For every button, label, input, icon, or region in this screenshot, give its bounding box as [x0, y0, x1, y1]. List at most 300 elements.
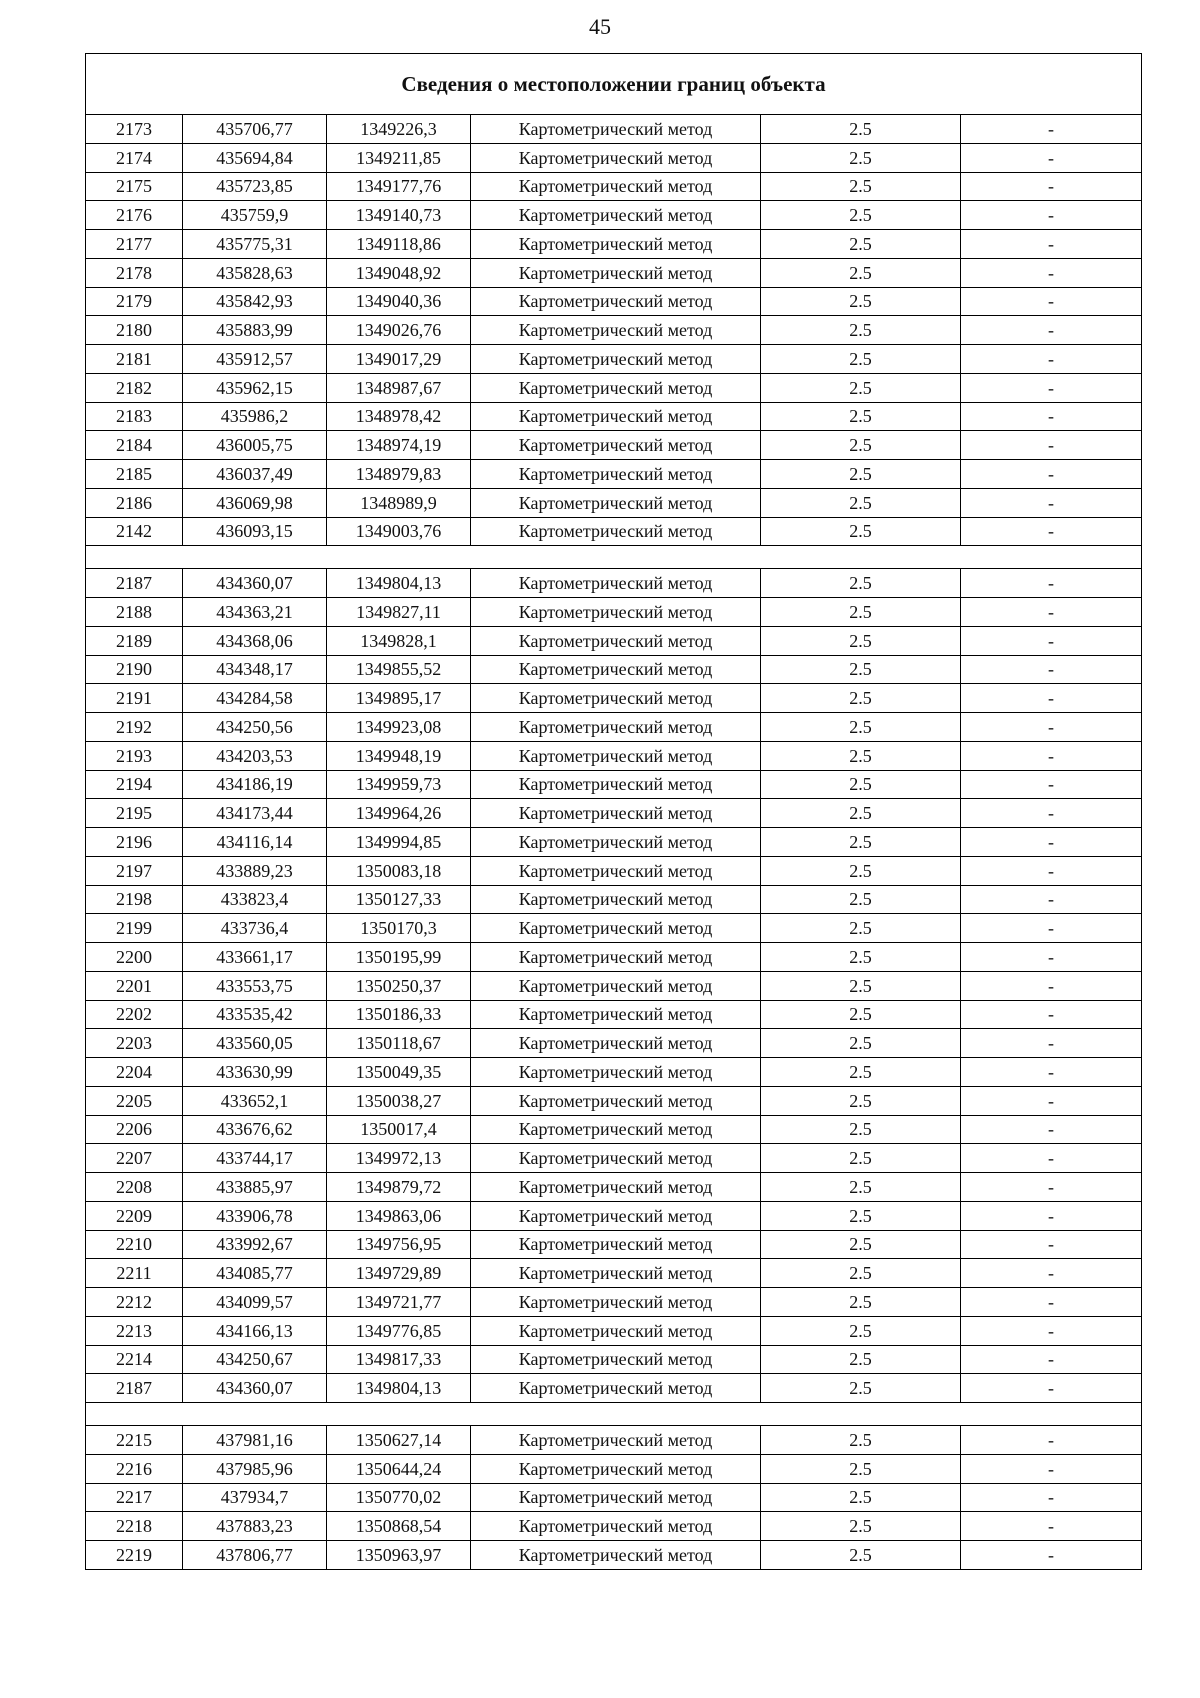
method-cell: Картометрический метод [471, 115, 761, 144]
table-row [86, 517, 1142, 546]
point-number-cell: 2216 [86, 1454, 183, 1483]
y-coordinate-cell: 1349895,17 [327, 684, 471, 713]
table-title-row [86, 54, 1142, 115]
y-coordinate-cell: 1350963,97 [327, 1541, 471, 1570]
method-cell: Картометрический метод [471, 1000, 761, 1029]
accuracy-cell: 2.5 [761, 517, 961, 546]
point-number-cell: 2205 [86, 1086, 183, 1115]
table-row [86, 741, 1142, 770]
description-cell: - [961, 1144, 1142, 1173]
accuracy-cell: 2.5 [761, 316, 961, 345]
y-coordinate-cell: 1350049,35 [327, 1058, 471, 1087]
point-number-cell: 2199 [86, 914, 183, 943]
accuracy-cell: 2.5 [761, 799, 961, 828]
x-coordinate-cell: 434085,77 [183, 1259, 327, 1288]
method-cell: Картометрический метод [471, 1316, 761, 1345]
point-number-cell: 2202 [86, 1000, 183, 1029]
point-number-cell: 2212 [86, 1288, 183, 1317]
x-coordinate-cell: 433736,4 [183, 914, 327, 943]
accuracy-cell: 2.5 [761, 431, 961, 460]
method-cell: Картометрический метод [471, 1201, 761, 1230]
point-number-cell: 2198 [86, 885, 183, 914]
point-number-cell: 2177 [86, 230, 183, 259]
description-cell: - [961, 971, 1142, 1000]
table-row [86, 1541, 1142, 1570]
description-cell: - [961, 1345, 1142, 1374]
y-coordinate-cell: 1349729,89 [327, 1259, 471, 1288]
point-number-cell: 2187 [86, 1374, 183, 1403]
method-cell: Картометрический метод [471, 828, 761, 857]
method-cell: Картометрический метод [471, 172, 761, 201]
accuracy-cell: 2.5 [761, 971, 961, 1000]
method-cell: Картометрический метод [471, 1483, 761, 1512]
accuracy-cell: 2.5 [761, 1230, 961, 1259]
table-row [86, 1230, 1142, 1259]
point-number-cell: 2181 [86, 345, 183, 374]
y-coordinate-cell: 1348979,83 [327, 460, 471, 489]
table-row [86, 885, 1142, 914]
x-coordinate-cell: 434360,07 [183, 569, 327, 598]
description-cell: - [961, 115, 1142, 144]
table-row [86, 1058, 1142, 1087]
accuracy-cell: 2.5 [761, 1426, 961, 1455]
point-number-cell: 2187 [86, 569, 183, 598]
method-cell: Картометрический метод [471, 1115, 761, 1144]
method-cell: Картометрический метод [471, 287, 761, 316]
accuracy-cell: 2.5 [761, 172, 961, 201]
y-coordinate-cell: 1349804,13 [327, 569, 471, 598]
y-coordinate-cell: 1349226,3 [327, 115, 471, 144]
point-number-cell: 2173 [86, 115, 183, 144]
accuracy-cell: 2.5 [761, 373, 961, 402]
description-cell: - [961, 1201, 1142, 1230]
y-coordinate-cell: 1350195,99 [327, 943, 471, 972]
x-coordinate-cell: 436093,15 [183, 517, 327, 546]
point-number-cell: 2182 [86, 373, 183, 402]
x-coordinate-cell: 437883,23 [183, 1512, 327, 1541]
point-number-cell: 2211 [86, 1259, 183, 1288]
point-number-cell: 2209 [86, 1201, 183, 1230]
description-cell: - [961, 201, 1142, 230]
method-cell: Картометрический метод [471, 1454, 761, 1483]
description-cell: - [961, 914, 1142, 943]
table-row [86, 143, 1142, 172]
accuracy-cell: 2.5 [761, 1259, 961, 1288]
table-row [86, 598, 1142, 627]
y-coordinate-cell: 1349211,85 [327, 143, 471, 172]
y-coordinate-cell: 1349721,77 [327, 1288, 471, 1317]
point-number-cell: 2186 [86, 488, 183, 517]
point-number-cell: 2194 [86, 770, 183, 799]
table-row [86, 431, 1142, 460]
x-coordinate-cell: 435828,63 [183, 258, 327, 287]
point-number-cell: 2218 [86, 1512, 183, 1541]
x-coordinate-cell: 433535,42 [183, 1000, 327, 1029]
y-coordinate-cell: 1350083,18 [327, 856, 471, 885]
x-coordinate-cell: 433652,1 [183, 1086, 327, 1115]
x-coordinate-cell: 433744,17 [183, 1144, 327, 1173]
table-row [86, 172, 1142, 201]
x-coordinate-cell: 434116,14 [183, 828, 327, 857]
accuracy-cell: 2.5 [761, 115, 961, 144]
point-number-cell: 2191 [86, 684, 183, 713]
x-coordinate-cell: 435694,84 [183, 143, 327, 172]
y-coordinate-cell: 1349003,76 [327, 517, 471, 546]
accuracy-cell: 2.5 [761, 1288, 961, 1317]
point-number-cell: 2206 [86, 1115, 183, 1144]
description-cell: - [961, 1483, 1142, 1512]
x-coordinate-cell: 434203,53 [183, 741, 327, 770]
x-coordinate-cell: 433676,62 [183, 1115, 327, 1144]
y-coordinate-cell: 1349177,76 [327, 172, 471, 201]
accuracy-cell: 2.5 [761, 460, 961, 489]
contour-separator-cell [86, 1403, 1142, 1426]
method-cell: Картометрический метод [471, 230, 761, 259]
description-cell: - [961, 598, 1142, 627]
table-row [86, 655, 1142, 684]
x-coordinate-cell: 433889,23 [183, 856, 327, 885]
point-number-cell: 2142 [86, 517, 183, 546]
y-coordinate-cell: 1350868,54 [327, 1512, 471, 1541]
accuracy-cell: 2.5 [761, 287, 961, 316]
accuracy-cell: 2.5 [761, 1512, 961, 1541]
table-row [86, 770, 1142, 799]
x-coordinate-cell: 433885,97 [183, 1173, 327, 1202]
method-cell: Картометрический метод [471, 569, 761, 598]
method-cell: Картометрический метод [471, 1345, 761, 1374]
method-cell: Картометрический метод [471, 1426, 761, 1455]
accuracy-cell: 2.5 [761, 345, 961, 374]
accuracy-cell: 2.5 [761, 1316, 961, 1345]
table-row [86, 460, 1142, 489]
accuracy-cell: 2.5 [761, 1201, 961, 1230]
description-cell: - [961, 1259, 1142, 1288]
y-coordinate-cell: 1350627,14 [327, 1426, 471, 1455]
accuracy-cell: 2.5 [761, 770, 961, 799]
x-coordinate-cell: 433992,67 [183, 1230, 327, 1259]
x-coordinate-cell: 434173,44 [183, 799, 327, 828]
table-row [86, 1000, 1142, 1029]
method-cell: Картометрический метод [471, 684, 761, 713]
y-coordinate-cell: 1349756,95 [327, 1230, 471, 1259]
x-coordinate-cell: 433630,99 [183, 1058, 327, 1087]
point-number-cell: 2190 [86, 655, 183, 684]
table-row [86, 230, 1142, 259]
accuracy-cell: 2.5 [761, 1115, 961, 1144]
table-row [86, 943, 1142, 972]
y-coordinate-cell: 1350170,3 [327, 914, 471, 943]
description-cell: - [961, 230, 1142, 259]
accuracy-cell: 2.5 [761, 1029, 961, 1058]
accuracy-cell: 2.5 [761, 1000, 961, 1029]
point-number-cell: 2178 [86, 258, 183, 287]
description-cell: - [961, 488, 1142, 517]
description-cell: - [961, 1086, 1142, 1115]
point-number-cell: 2185 [86, 460, 183, 489]
y-coordinate-cell: 1348978,42 [327, 402, 471, 431]
description-cell: - [961, 345, 1142, 374]
point-number-cell: 2213 [86, 1316, 183, 1345]
accuracy-cell: 2.5 [761, 626, 961, 655]
table-row [86, 684, 1142, 713]
point-number-cell: 2188 [86, 598, 183, 627]
table-row [86, 201, 1142, 230]
y-coordinate-cell: 1349804,13 [327, 1374, 471, 1403]
y-coordinate-cell: 1349017,29 [327, 345, 471, 374]
y-coordinate-cell: 1349964,26 [327, 799, 471, 828]
table-body [86, 54, 1142, 1570]
accuracy-cell: 2.5 [761, 201, 961, 230]
x-coordinate-cell: 434360,07 [183, 1374, 327, 1403]
x-coordinate-cell: 434250,67 [183, 1345, 327, 1374]
table-row [86, 402, 1142, 431]
description-cell: - [961, 258, 1142, 287]
point-number-cell: 2179 [86, 287, 183, 316]
description-cell: - [961, 770, 1142, 799]
y-coordinate-cell: 1350644,24 [327, 1454, 471, 1483]
description-cell: - [961, 373, 1142, 402]
description-cell: - [961, 799, 1142, 828]
point-number-cell: 2201 [86, 971, 183, 1000]
y-coordinate-cell: 1349776,85 [327, 1316, 471, 1345]
x-coordinate-cell: 437985,96 [183, 1454, 327, 1483]
x-coordinate-cell: 434348,17 [183, 655, 327, 684]
method-cell: Картометрический метод [471, 1259, 761, 1288]
y-coordinate-cell: 1349863,06 [327, 1201, 471, 1230]
method-cell: Картометрический метод [471, 431, 761, 460]
table-row [86, 488, 1142, 517]
accuracy-cell: 2.5 [761, 569, 961, 598]
table-title: Сведения о местоположении границ объекта [86, 54, 1142, 115]
method-cell: Картометрический метод [471, 943, 761, 972]
table-row [86, 1029, 1142, 1058]
description-cell: - [961, 1454, 1142, 1483]
method-cell: Картометрический метод [471, 143, 761, 172]
method-cell: Картометрический метод [471, 460, 761, 489]
table-row [86, 1374, 1142, 1403]
accuracy-cell: 2.5 [761, 1541, 961, 1570]
point-number-cell: 2197 [86, 856, 183, 885]
table-row [86, 1086, 1142, 1115]
accuracy-cell: 2.5 [761, 1454, 961, 1483]
table-row [86, 373, 1142, 402]
method-cell: Картометрический метод [471, 1230, 761, 1259]
y-coordinate-cell: 1349026,76 [327, 316, 471, 345]
accuracy-cell: 2.5 [761, 258, 961, 287]
point-number-cell: 2184 [86, 431, 183, 460]
accuracy-cell: 2.5 [761, 684, 961, 713]
x-coordinate-cell: 434284,58 [183, 684, 327, 713]
point-number-cell: 2183 [86, 402, 183, 431]
y-coordinate-cell: 1350017,4 [327, 1115, 471, 1144]
description-cell: - [961, 655, 1142, 684]
x-coordinate-cell: 435723,85 [183, 172, 327, 201]
table-row [86, 1288, 1142, 1317]
x-coordinate-cell: 433906,78 [183, 1201, 327, 1230]
x-coordinate-cell: 434099,57 [183, 1288, 327, 1317]
point-number-cell: 2214 [86, 1345, 183, 1374]
point-number-cell: 2192 [86, 713, 183, 742]
method-cell: Картометрический метод [471, 1512, 761, 1541]
y-coordinate-cell: 1350118,67 [327, 1029, 471, 1058]
description-cell: - [961, 828, 1142, 857]
accuracy-cell: 2.5 [761, 1374, 961, 1403]
point-number-cell: 2200 [86, 943, 183, 972]
description-cell: - [961, 626, 1142, 655]
x-coordinate-cell: 436037,49 [183, 460, 327, 489]
description-cell: - [961, 1426, 1142, 1455]
method-cell: Картометрический метод [471, 488, 761, 517]
table-row [86, 1512, 1142, 1541]
table-row [86, 1345, 1142, 1374]
table-row [86, 569, 1142, 598]
method-cell: Картометрический метод [471, 1086, 761, 1115]
accuracy-cell: 2.5 [761, 655, 961, 684]
table-row [86, 828, 1142, 857]
table-row [86, 1201, 1142, 1230]
accuracy-cell: 2.5 [761, 143, 961, 172]
description-cell: - [961, 460, 1142, 489]
description-cell: - [961, 684, 1142, 713]
accuracy-cell: 2.5 [761, 885, 961, 914]
accuracy-cell: 2.5 [761, 943, 961, 972]
method-cell: Картометрический метод [471, 1288, 761, 1317]
x-coordinate-cell: 437981,16 [183, 1426, 327, 1455]
description-cell: - [961, 1512, 1142, 1541]
table-row [86, 258, 1142, 287]
y-coordinate-cell: 1349817,33 [327, 1345, 471, 1374]
table-row [86, 115, 1142, 144]
x-coordinate-cell: 434166,13 [183, 1316, 327, 1345]
y-coordinate-cell: 1349040,36 [327, 287, 471, 316]
contour-separator-row [86, 1403, 1142, 1426]
table-row [86, 1454, 1142, 1483]
contour-separator-row [86, 546, 1142, 569]
method-cell: Картометрический метод [471, 258, 761, 287]
point-number-cell: 2175 [86, 172, 183, 201]
method-cell: Картометрический метод [471, 971, 761, 1000]
description-cell: - [961, 1374, 1142, 1403]
x-coordinate-cell: 434363,21 [183, 598, 327, 627]
method-cell: Картометрический метод [471, 1173, 761, 1202]
y-coordinate-cell: 1349923,08 [327, 713, 471, 742]
y-coordinate-cell: 1349994,85 [327, 828, 471, 857]
table-row [86, 1483, 1142, 1512]
point-number-cell: 2180 [86, 316, 183, 345]
table-row [86, 971, 1142, 1000]
description-cell: - [961, 1115, 1142, 1144]
contour-separator-cell [86, 546, 1142, 569]
page-number: 45 [589, 14, 611, 39]
y-coordinate-cell: 1349972,13 [327, 1144, 471, 1173]
table-row [86, 1144, 1142, 1173]
table-row [86, 1259, 1142, 1288]
method-cell: Картометрический метод [471, 345, 761, 374]
table-row [86, 713, 1142, 742]
point-number-cell: 2207 [86, 1144, 183, 1173]
method-cell: Картометрический метод [471, 713, 761, 742]
method-cell: Картометрический метод [471, 626, 761, 655]
point-number-cell: 2204 [86, 1058, 183, 1087]
y-coordinate-cell: 1349948,19 [327, 741, 471, 770]
point-number-cell: 2219 [86, 1541, 183, 1570]
y-coordinate-cell: 1350127,33 [327, 885, 471, 914]
description-cell: - [961, 856, 1142, 885]
accuracy-cell: 2.5 [761, 1086, 961, 1115]
description-cell: - [961, 1230, 1142, 1259]
accuracy-cell: 2.5 [761, 1144, 961, 1173]
x-coordinate-cell: 435986,2 [183, 402, 327, 431]
description-cell: - [961, 1288, 1142, 1317]
x-coordinate-cell: 435842,93 [183, 287, 327, 316]
description-cell: - [961, 143, 1142, 172]
description-cell: - [961, 569, 1142, 598]
x-coordinate-cell: 435775,31 [183, 230, 327, 259]
method-cell: Картометрический метод [471, 856, 761, 885]
method-cell: Картометрический метод [471, 373, 761, 402]
y-coordinate-cell: 1350250,37 [327, 971, 471, 1000]
y-coordinate-cell: 1350038,27 [327, 1086, 471, 1115]
method-cell: Картометрический метод [471, 1058, 761, 1087]
description-cell: - [961, 1029, 1142, 1058]
x-coordinate-cell: 433823,4 [183, 885, 327, 914]
accuracy-cell: 2.5 [761, 598, 961, 627]
description-cell: - [961, 517, 1142, 546]
point-number-cell: 2174 [86, 143, 183, 172]
point-number-cell: 2215 [86, 1426, 183, 1455]
table-row [86, 1316, 1142, 1345]
method-cell: Картометрический метод [471, 1374, 761, 1403]
description-cell: - [961, 1316, 1142, 1345]
x-coordinate-cell: 435706,77 [183, 115, 327, 144]
method-cell: Картометрический метод [471, 598, 761, 627]
x-coordinate-cell: 435759,9 [183, 201, 327, 230]
method-cell: Картометрический метод [471, 799, 761, 828]
method-cell: Картометрический метод [471, 517, 761, 546]
accuracy-cell: 2.5 [761, 488, 961, 517]
description-cell: - [961, 431, 1142, 460]
table-row [86, 914, 1142, 943]
accuracy-cell: 2.5 [761, 713, 961, 742]
x-coordinate-cell: 437806,77 [183, 1541, 327, 1570]
description-cell: - [961, 287, 1142, 316]
description-cell: - [961, 741, 1142, 770]
accuracy-cell: 2.5 [761, 828, 961, 857]
table-row [86, 1115, 1142, 1144]
description-cell: - [961, 885, 1142, 914]
method-cell: Картометрический метод [471, 201, 761, 230]
accuracy-cell: 2.5 [761, 1345, 961, 1374]
y-coordinate-cell: 1349855,52 [327, 655, 471, 684]
x-coordinate-cell: 433560,05 [183, 1029, 327, 1058]
description-cell: - [961, 402, 1142, 431]
description-cell: - [961, 713, 1142, 742]
point-number-cell: 2203 [86, 1029, 183, 1058]
table-row [86, 316, 1142, 345]
accuracy-cell: 2.5 [761, 914, 961, 943]
y-coordinate-cell: 1349828,1 [327, 626, 471, 655]
point-number-cell: 2176 [86, 201, 183, 230]
description-cell: - [961, 1058, 1142, 1087]
x-coordinate-cell: 434368,06 [183, 626, 327, 655]
description-cell: - [961, 1000, 1142, 1029]
method-cell: Картометрический метод [471, 770, 761, 799]
table-row [86, 626, 1142, 655]
y-coordinate-cell: 1349959,73 [327, 770, 471, 799]
description-cell: - [961, 172, 1142, 201]
x-coordinate-cell: 436005,75 [183, 431, 327, 460]
method-cell: Картометрический метод [471, 1144, 761, 1173]
